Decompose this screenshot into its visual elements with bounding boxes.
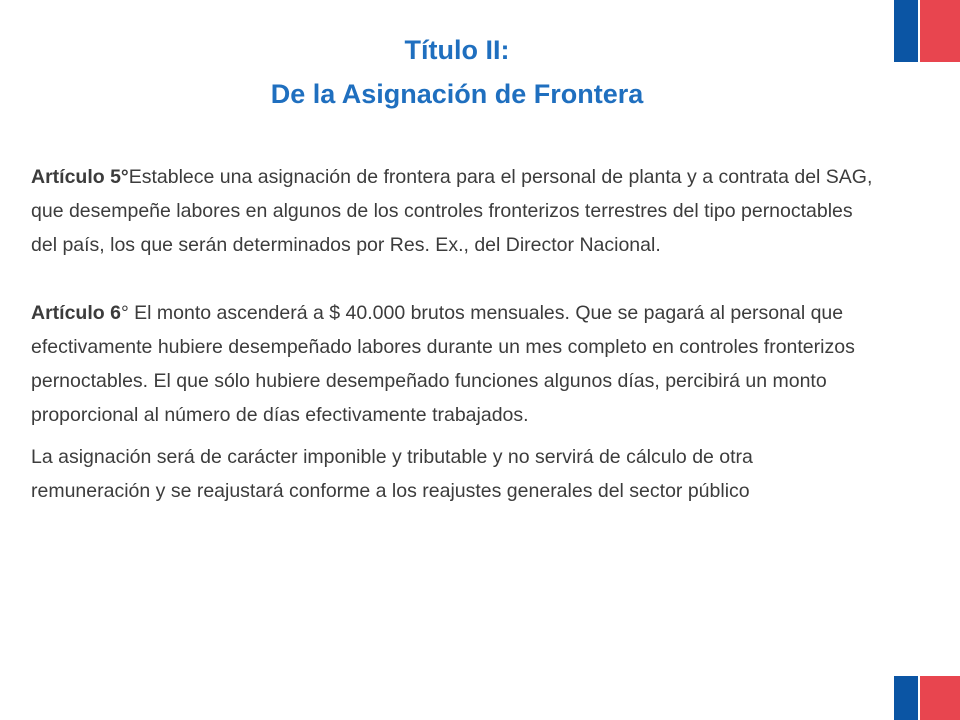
title-line-2: De la Asignación de Frontera bbox=[270, 79, 644, 109]
slide-body bbox=[31, 160, 873, 508]
article-6-paragraph bbox=[31, 296, 873, 432]
closing-paragraph: La asignación será de carácter imponible y tributable y no servirá de cálculo de otra remuneración y se reajustará conforme a los reajustes generales del sector público bbox=[31, 446, 753, 502]
article-5-paragraph bbox=[31, 160, 873, 262]
article-6-label: Artículo 6 bbox=[31, 302, 121, 324]
flag-blue-stripe bbox=[894, 676, 918, 720]
article-6-text: ° El monto ascenderá a $ 40.000 brutos mensuales. Que se pagará al personal que efectivamente hubiere desempeñado labores durante un mes completo en controles fronterizos pernoctables. El que sólo hubiere desempeñado funciones algunos días, percibirá un monto proporcional al número de días efectivamente trabajados. bbox=[31, 302, 855, 426]
title-line-1: Título II: bbox=[404, 35, 510, 65]
flag-red-stripe bbox=[920, 676, 960, 720]
flag-decoration-bottom bbox=[894, 676, 960, 720]
article-5-label: Artículo 5° bbox=[31, 166, 129, 188]
article-5-text: Establece una asignación de frontera para el personal de planta y a contrata del SAG, que desempeñe labores en algunos de los controles fronterizos terrestres del tipo pernoctables del país, los que serán determinados por Res. Ex., del Director Nacional. bbox=[31, 166, 873, 256]
slide-title bbox=[0, 28, 914, 116]
flag-red-stripe bbox=[920, 0, 960, 62]
